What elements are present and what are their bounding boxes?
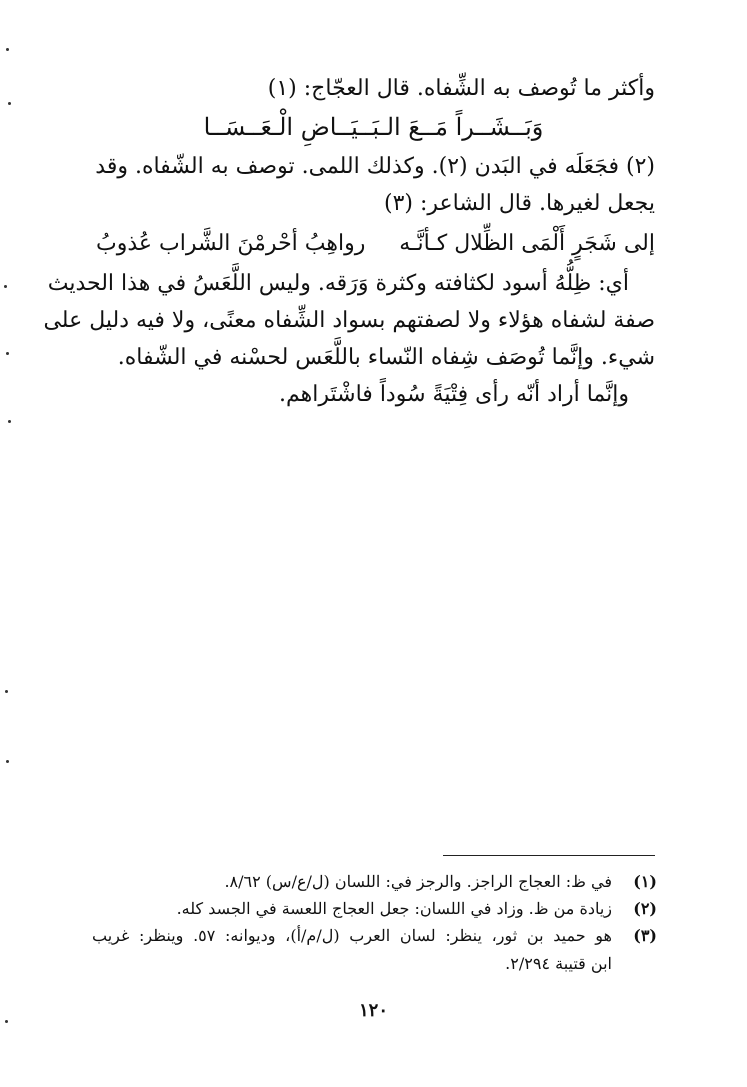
scan-speck xyxy=(4,285,7,288)
scan-speck xyxy=(8,102,11,105)
footnote-1-number: (١) xyxy=(633,872,657,891)
scan-speck xyxy=(8,420,11,423)
body-line-5: صفة لشفاه هؤلاء ولا لصفتهم بسواد الشِّفاه معنًى، ولا فيه دليل على xyxy=(43,308,655,333)
body-line-7: وإنَّما أراد أنّه رأى فِتْيَةً سُوداً فاشْتَراهم. xyxy=(279,382,629,407)
body-line-2: (٢) فجَعَلَه في البَدن (٢). وكذلك اللمى. توصف به الشّفاه. وقد xyxy=(95,154,655,179)
verse-2-second-hemistich: رواهِبُ أحْرمْنَ الشَّراب عُذوبُ xyxy=(96,231,366,256)
body-line-6: شيء. وإنَّما تُوصَف شِفاه النّساء باللَّعَس لحسْنه في الشّفاه. xyxy=(117,345,655,370)
scan-speck xyxy=(5,1020,8,1023)
footnote-3-number: (٣) xyxy=(633,926,657,945)
body-line-1: وأكثر ما تُوصف به الشِّفاه. قال العجّاج: (١) xyxy=(267,76,655,101)
body-line-4: أي: ظِلُّهُ أسود لكثافته وكثرة وَرَقه. وليس اللَّعَسُ في هذا الحديث xyxy=(47,271,629,296)
scan-speck xyxy=(6,352,9,355)
scan-speck xyxy=(6,48,9,51)
footnote-2-text: زيادة من ظ. وزاد في اللسان: جعل العجاج اللعسة في الجسد كله. xyxy=(176,899,612,918)
scan-speck xyxy=(5,690,8,693)
verse-2-first-hemistich: إلى شَجَرٍ أَلْمَى الظِّلال كـأنَّـه xyxy=(399,231,655,256)
footnote-3-text-line-2: ابن قتيبة ٢/٢٩٤. xyxy=(505,954,612,973)
body-line-3: يجعل لغيرها. قال الشاعر: (٣) xyxy=(384,191,655,216)
verse-1: وَبَــشَــراً مَــعَ الـبَــيَــاضِ الْـعَــسَــا xyxy=(203,113,544,141)
footnote-1-text: في ظ: العجاج الراجز. والرجز في: اللسان (ل/ع/س) ٨/٦٢. xyxy=(224,872,612,891)
scan-speck xyxy=(6,760,9,763)
footnote-2-number: (٢) xyxy=(633,899,657,918)
footnote-separator xyxy=(443,855,655,856)
page-number: ١٢٠ xyxy=(358,1000,388,1021)
footnote-3-text-line-1: هو حميد بن ثور، ينظر: لسان العرب (ل/م/أ)، وديوانه: ٥٧. وينظر: غريب xyxy=(92,926,612,945)
